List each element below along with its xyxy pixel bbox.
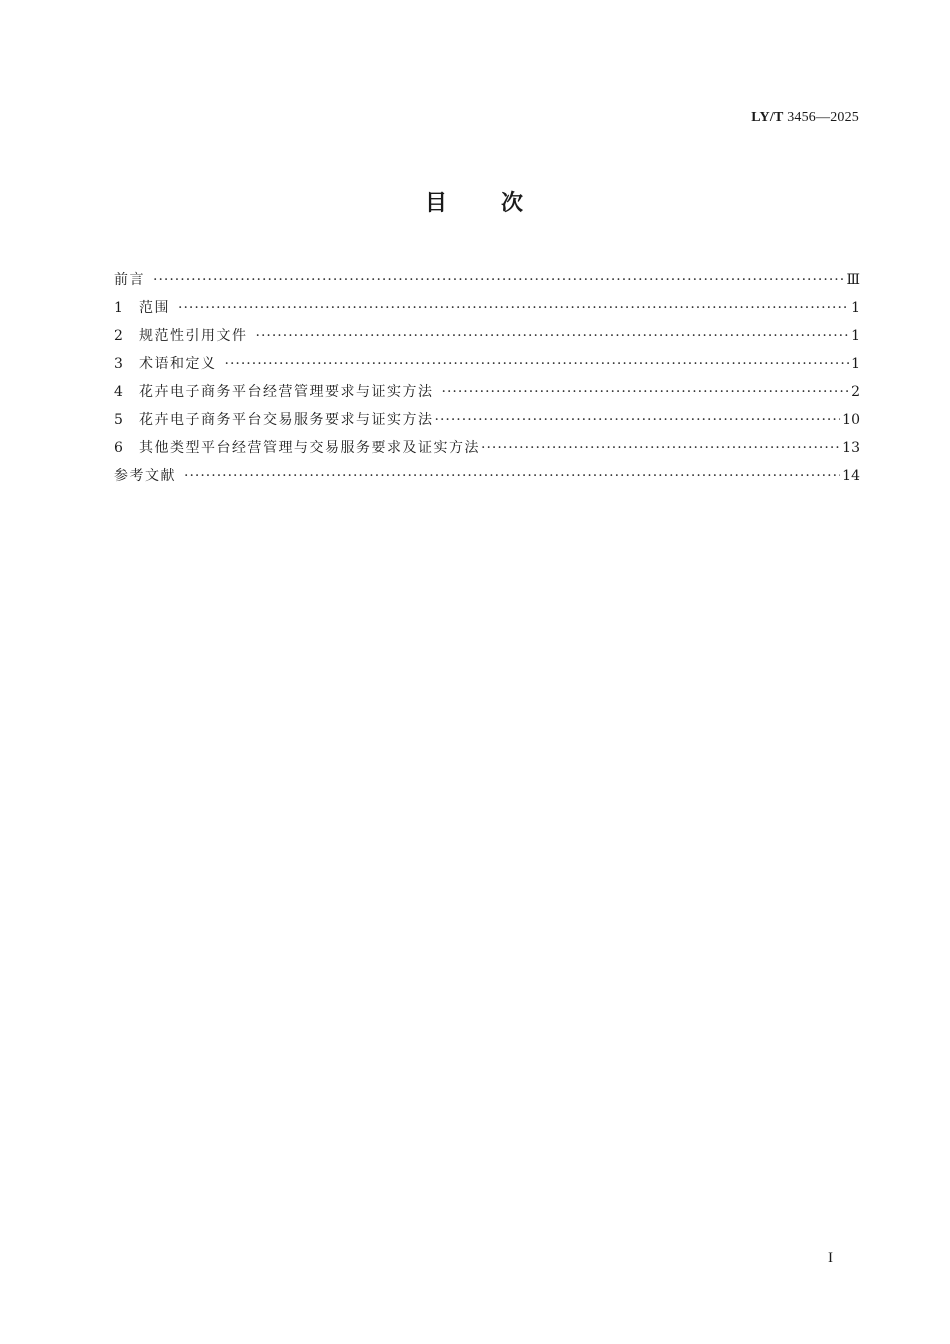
toc-entry-label: 花卉电子商务平台经营管理要求与证实方法	[139, 384, 434, 400]
toc-entry-terms-definitions[interactable]	[114, 350, 860, 378]
toc-entry-page: 2	[851, 384, 860, 400]
toc-entry-label: 前言	[114, 272, 145, 288]
toc-entry-number: 2	[114, 328, 123, 344]
page-title-char-2: 次	[501, 191, 526, 216]
standard-code-number: 3456—2025	[783, 110, 859, 125]
toc-entry-label: 规范性引用文件	[139, 328, 248, 344]
toc-leader-dots	[435, 406, 841, 434]
page-number: I	[828, 1250, 833, 1266]
toc-entry-label: 范围	[139, 300, 170, 316]
page-title	[0, 186, 950, 217]
toc-leader-dots	[178, 294, 849, 322]
toc-entry-page: Ⅲ	[846, 272, 860, 288]
toc-entry-other-platforms[interactable]	[114, 434, 860, 462]
toc-entry-page: 1	[851, 328, 860, 344]
toc-entry-page: 1	[851, 356, 860, 372]
table-of-contents	[114, 266, 860, 490]
toc-entry-page: 1	[851, 300, 860, 316]
toc-entry-normative-references[interactable]	[114, 322, 860, 350]
toc-leader-dots	[442, 378, 850, 406]
toc-entry-number: 5	[114, 412, 123, 428]
toc-entry-foreword[interactable]	[114, 266, 860, 294]
toc-leader-dots	[256, 322, 850, 350]
toc-leader-dots	[481, 434, 840, 462]
toc-entry-scope[interactable]	[114, 294, 860, 322]
standard-number	[751, 110, 859, 126]
toc-entry-page: 10	[842, 412, 860, 428]
toc-entry-label: 花卉电子商务平台交易服务要求与证实方法	[139, 412, 434, 428]
toc-entry-number: 1	[114, 300, 123, 316]
page-title-char-1: 目	[424, 191, 449, 216]
toc-entry-label: 参考文献	[114, 468, 176, 484]
toc-entry-bibliography[interactable]	[114, 462, 860, 490]
toc-entry-number: 4	[114, 384, 123, 400]
toc-entry-label: 术语和定义	[139, 356, 217, 372]
standard-code-prefix: LY/T	[751, 110, 784, 125]
toc-leader-dots	[153, 266, 844, 294]
toc-entry-number: 3	[114, 356, 123, 372]
toc-leader-dots	[184, 462, 840, 490]
toc-entry-page: 13	[842, 440, 860, 456]
toc-entry-page: 14	[842, 468, 860, 484]
toc-entry-transaction-service[interactable]	[114, 406, 860, 434]
toc-entry-label: 其他类型平台经营管理与交易服务要求及证实方法	[139, 440, 480, 456]
toc-leader-dots	[225, 350, 850, 378]
toc-entry-number: 6	[114, 440, 123, 456]
toc-entry-operation-management[interactable]	[114, 378, 860, 406]
